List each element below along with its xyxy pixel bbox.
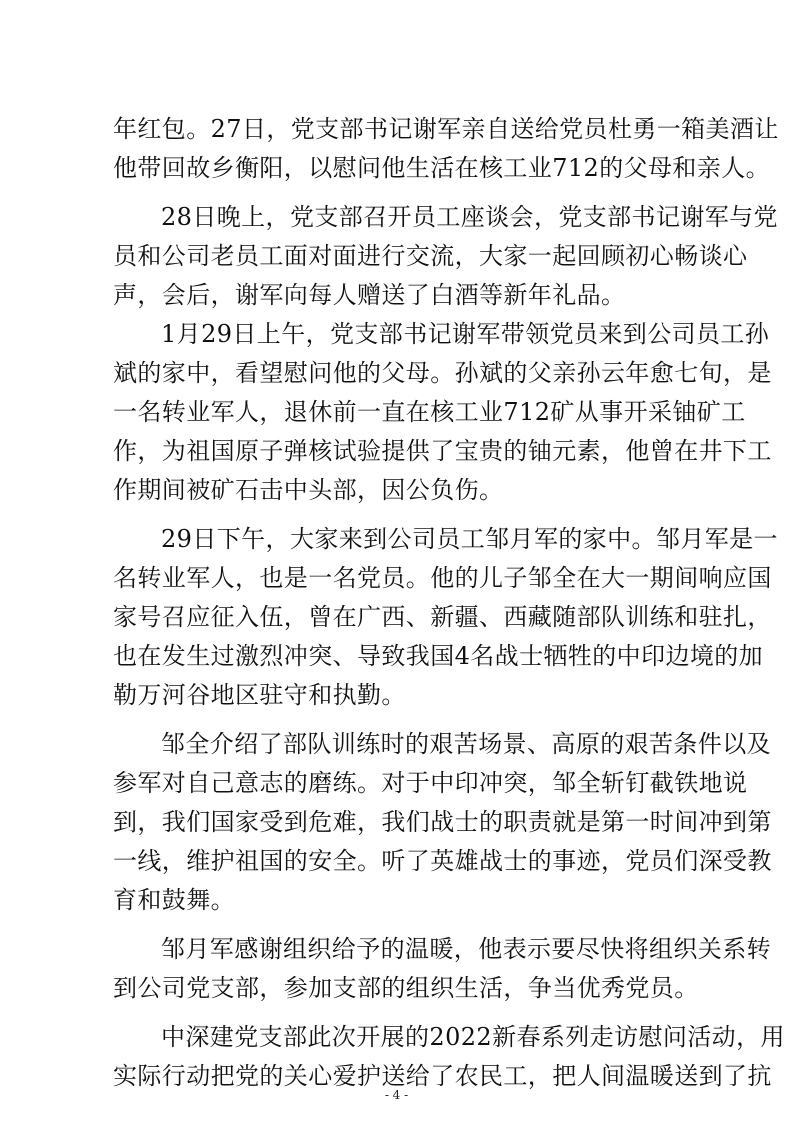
page-number: - 4 - [384, 1088, 409, 1102]
text-line: 年红包。27日，党支部书记谢军亲自送给党员杜勇一箱美酒让 [113, 115, 779, 143]
text-line: 到，我们国家受到危难，我们战士的职责就是第一时间冲到第 [113, 808, 772, 836]
text-line: 邹月军感谢组织给予的温暖，他表示要尽快将组织关系转 [161, 935, 771, 963]
text-line: 作期间被矿石击中头部，因公负伤。 [113, 476, 504, 504]
text-line: 29日下午，大家来到公司员工邹月军的家中。邹月军是一 [161, 525, 778, 553]
text-line: 也在发生过激烈冲突、导致我国4名战士牺牲的中印边境的加 [113, 642, 764, 670]
text-line: 他带回故乡衡阳，以慰问他生活在核工业712的父母和亲人。 [113, 154, 771, 182]
text-line: 育和鼓舞。 [113, 886, 235, 914]
text-line: 一线，维护祖国的安全。听了英雄战士的事迹，党员们深受教 [113, 847, 772, 875]
text-line: 参军对自己意志的磨练。对于中印冲突，邹全斩钉截铁地说 [113, 769, 748, 797]
text-line: 邹全介绍了部队训练时的艰苦场景、高原的艰苦条件以及 [161, 730, 771, 758]
text-line: 实际行动把党的关心爱护送给了农民工，把人间温暖送到了抗 [113, 1062, 772, 1090]
text-line: 作，为祖国原子弹核试验提供了宝贵的铀元素，他曾在井下工 [113, 437, 772, 465]
text-line: 斌的家中，看望慰问他的父母。孙斌的父亲孙云年愈七旬，是 [113, 359, 772, 387]
text-line: 中深建党支部此次开展的2022新春系列走访慰问活动，用 [161, 1023, 785, 1051]
text-line: 到公司党支部，参加支部的组织生活，争当优秀党员。 [113, 974, 699, 1002]
text-line: 名转业军人，也是一名党员。他的儿子邹全在大一期间响应国 [113, 564, 772, 592]
text-line: 28日晚上，党支部召开员工座谈会，党支部书记谢军与党 [161, 203, 778, 231]
text-line: 员和公司老员工面对面进行交流，大家一起回顾初心畅谈心 [113, 242, 748, 270]
text-line: 一名转业军人，退休前一直在核工业712矿从事开采铀矿工 [113, 398, 746, 426]
text-line: 家号召应征入伍，曾在广西、新疆、西藏随部队训练和驻扎， [113, 603, 772, 631]
text-line: 勒万河谷地区驻守和执勤。 [113, 681, 406, 709]
text-line: 1月29日上午，党支部书记谢军带领党员来到公司员工孙 [161, 320, 770, 348]
text-line: 声，会后，谢军向每人赠送了白酒等新年礼品。 [113, 281, 626, 309]
